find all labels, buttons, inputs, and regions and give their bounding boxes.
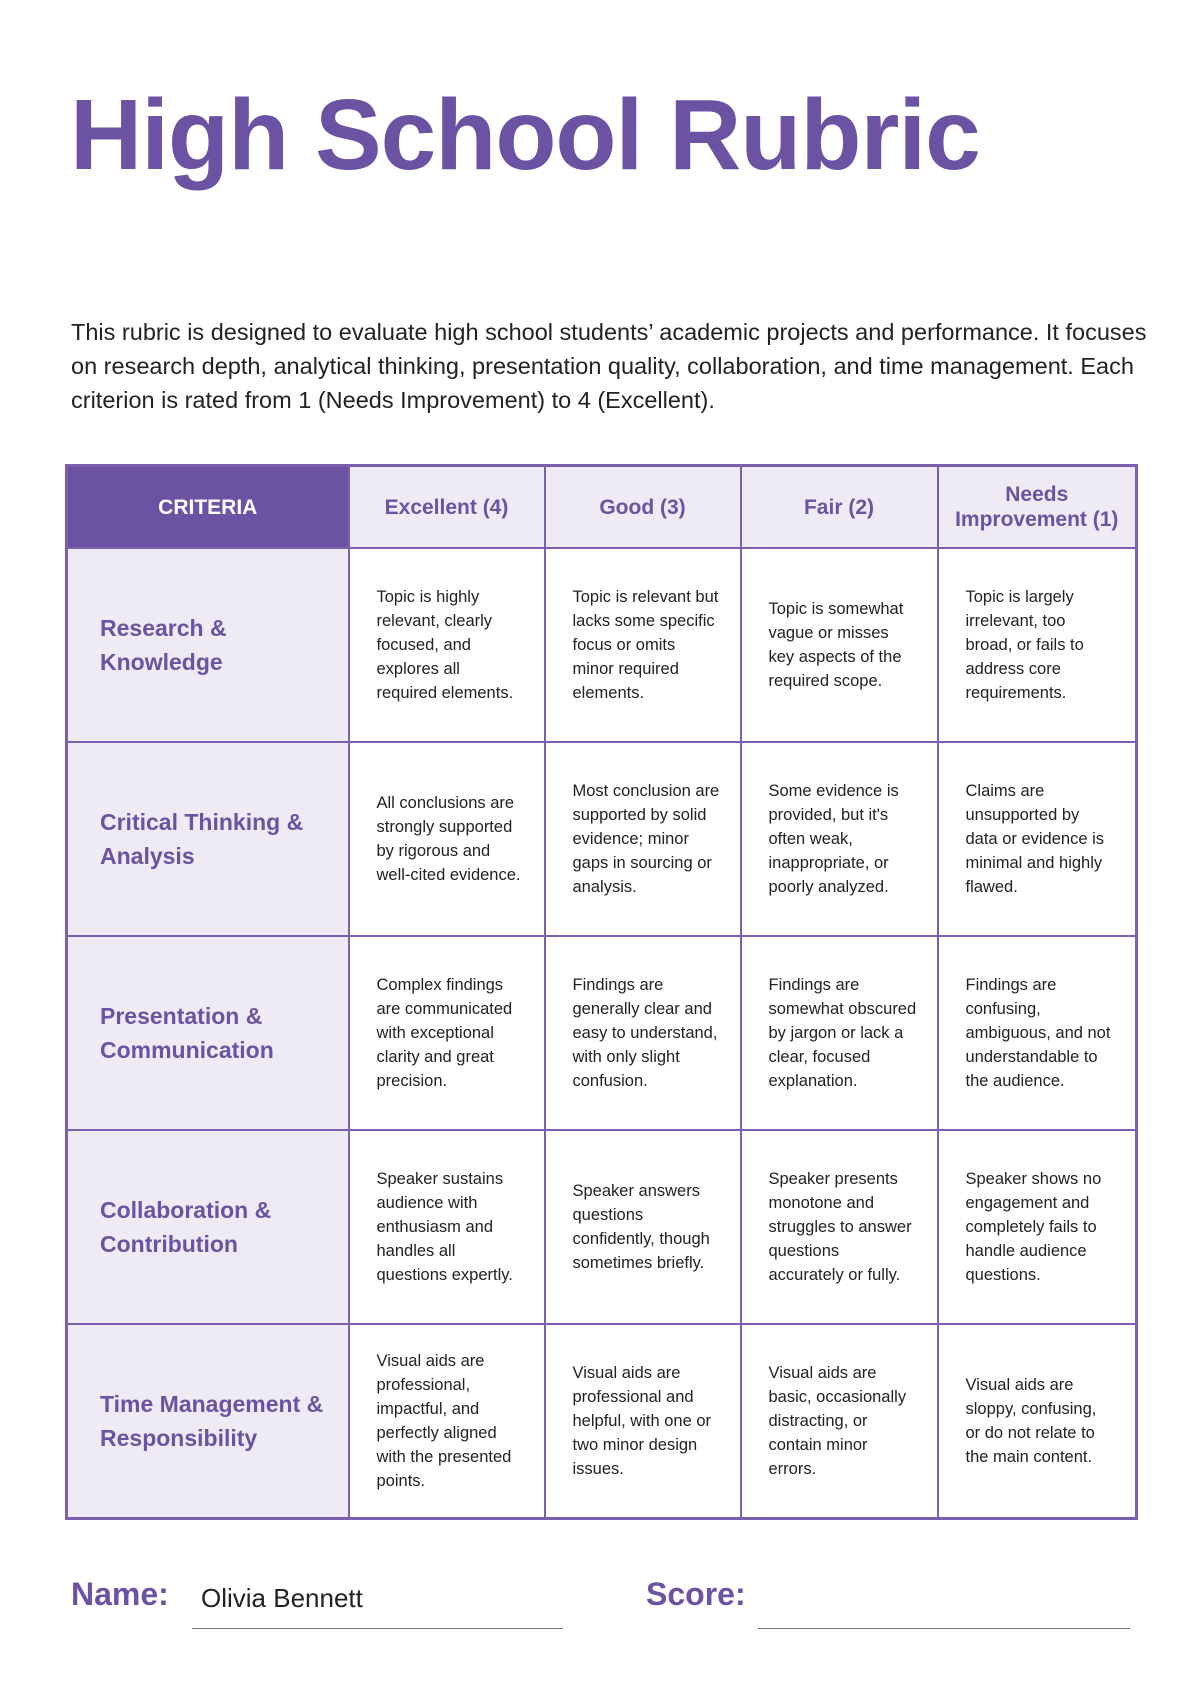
rubric-cell: Visual aids are professional and helpful, with one or two minor design issues.	[545, 1324, 741, 1519]
rubric-cell: All conclusions are strongly supported by rigorous and well-cited evidence.	[349, 742, 545, 936]
criterion-label: Critical Thinking & Analysis	[67, 742, 349, 936]
rubric-table	[65, 464, 1138, 1520]
criterion-label: Presentation & Communication	[67, 936, 349, 1130]
rubric-cell: Speaker presents monotone and struggles to answer questions accurately or fully.	[741, 1130, 938, 1324]
header-row	[67, 466, 1137, 549]
rubric-cell: Topic is somewhat vague or misses key aspects of the required scope.	[741, 548, 938, 742]
header-good: Good (3)	[545, 466, 741, 549]
rubric-cell: Claims are unsupported by data or evidence is minimal and highly flawed.	[938, 742, 1137, 936]
name-value[interactable]: Olivia Bennett	[201, 1583, 363, 1613]
rubric-cell: Findings are generally clear and easy to understand, with only slight confusion.	[545, 936, 741, 1130]
criterion-label: Research & Knowledge	[67, 548, 349, 742]
header-criteria: CRITERIA	[67, 466, 349, 549]
name-underline	[192, 1628, 563, 1629]
rubric-cell: Speaker shows no engagement and completely fails to handle audience questions.	[938, 1130, 1137, 1324]
score-field[interactable]	[758, 1628, 1130, 1629]
rubric-cell: Findings are somewhat obscured by jargon or lack a clear, focused explanation.	[741, 936, 938, 1130]
intro-paragraph: This rubric is designed to evaluate high school students’ academic projects and performance. It focuses on research depth, analytical thinking, presentation quality, collaboration, and time management. Each criterion is rated from 1 (Needs Improvement) to 4 (Excellent).	[71, 319, 1147, 413]
rubric-cell: Some evidence is provided, but it's often weak, inappropriate, or poorly analyzed.	[741, 742, 938, 936]
table-row	[67, 1130, 1137, 1324]
rubric-cell: Speaker sustains audience with enthusiasm and handles all questions expertly.	[349, 1130, 545, 1324]
table-row	[67, 548, 1137, 742]
criterion-label: Time Management & Responsibility	[67, 1324, 349, 1519]
table-row	[67, 742, 1137, 936]
header-needs-improvement: Needs Improvement (1)	[938, 466, 1137, 549]
rubric-cell: Visual aids are professional, impactful, and perfectly aligned with the presented points.	[349, 1324, 545, 1519]
score-label: Score:	[646, 1576, 746, 1612]
rubric-cell: Topic is largely irrelevant, too broad, or fails to address core requirements.	[938, 548, 1137, 742]
rubric-cell: Speaker answers questions confidently, though sometimes briefly.	[545, 1130, 741, 1324]
rubric-cell: Topic is highly relevant, clearly focused, and explores all required elements.	[349, 548, 545, 742]
header-fair: Fair (2)	[741, 466, 938, 549]
rubric-cell: Visual aids are sloppy, confusing, or do not relate to the main content.	[938, 1324, 1137, 1519]
rubric-cell: Findings are confusing, ambiguous, and not understandable to the audience.	[938, 936, 1137, 1130]
criterion-label: Collaboration & Contribution	[67, 1130, 349, 1324]
rubric-cell: Topic is relevant but lacks some specific focus or omits minor required elements.	[545, 548, 741, 742]
name-label: Name:	[71, 1576, 169, 1612]
header-excellent: Excellent (4)	[349, 466, 545, 549]
rubric-cell: Most conclusion are supported by solid evidence; minor gaps in sourcing or analysis.	[545, 742, 741, 936]
table-row	[67, 1324, 1137, 1519]
page-title: High School Rubric	[70, 79, 980, 191]
rubric-cell: Visual aids are basic, occasionally distracting, or contain minor errors.	[741, 1324, 938, 1519]
table-row	[67, 936, 1137, 1130]
rubric-cell: Complex findings are communicated with exceptional clarity and great precision.	[349, 936, 545, 1130]
